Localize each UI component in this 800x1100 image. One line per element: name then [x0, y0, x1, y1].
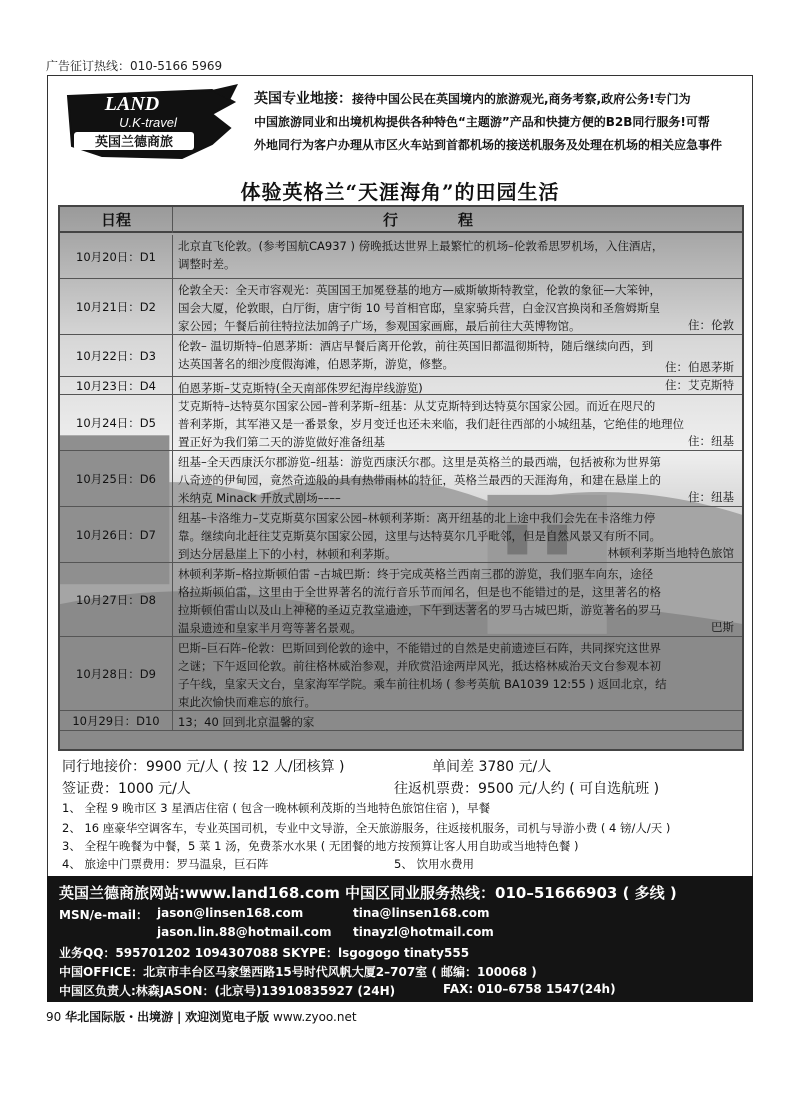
section-name: 华北国际版・出境游 — [65, 1010, 174, 1024]
china-office: 中国OFFICE：北京市丰台区马家堡西路15号时代风帆大厦2–707室 ( 邮编：100068 ) — [59, 965, 537, 979]
airfare: 往返机票费：9500 元/人约 ( 可自选航班 ) — [394, 781, 660, 797]
itinerary-table — [58, 205, 744, 751]
stay-location: 住：伦敦 — [688, 318, 734, 332]
separator: | — [176, 1010, 182, 1024]
include-item: 4、 旅途中门票费用：罗马温泉，巨石阵 — [62, 857, 269, 871]
desc-line: 温泉遗迹和皇家半月弯等著名景观。 — [178, 621, 362, 635]
desc-line: 米纳克 Minack 开放式剧场–––– — [178, 491, 341, 505]
itinerary-desc — [178, 397, 736, 451]
itinerary-row — [60, 235, 742, 279]
desc-line: 八奇迹的伊甸园，竟然奇迹般的具有热带雨林的特征，英格兰最西的天涯海角，和建在悬崖上的 — [178, 473, 661, 487]
desc-line: 伦敦– 温切斯特–伯恩茅斯：酒店早餐后离开伦敦，前往英国旧都温彻斯特，随后继续向西，到 — [178, 339, 654, 353]
qq-skype: 业务QQ：595701202 1094307088 SKYPE：lsgogogo tinaty555 — [59, 946, 470, 960]
header-intro — [254, 88, 746, 157]
stay-location: 住：艾克斯特 — [665, 378, 734, 392]
day-cell: 10月21日：D2 — [60, 279, 173, 334]
itinerary-row — [60, 377, 742, 395]
page-number: 90 — [46, 1010, 62, 1024]
day-cell: 10月28日：D9 — [60, 637, 173, 710]
stay-location: 林顿利茅斯当地特色旅馆 — [607, 546, 734, 560]
desc-line: 靠。继续向北赶往艾克斯莫尔国家公园，这里与达特莫尔几乎毗邻，但是自然风景又有所不同。 — [178, 529, 661, 543]
footer-url[interactable]: www.zyoo.net — [273, 1010, 357, 1024]
page-footer — [46, 1008, 357, 1025]
email-link[interactable]: jason@linsen168.com — [157, 906, 304, 920]
itinerary-desc — [178, 337, 736, 373]
email-link[interactable]: tinayzl@hotmail.com — [353, 925, 494, 939]
itinerary-row — [60, 279, 742, 335]
day-cell: 10月26日：D7 — [60, 507, 173, 562]
desc-line: 束此次愉快而难忘的旅行。 — [178, 695, 316, 709]
group-price: 同行地接价：9900 元/人 ( 按 12 人/团核算 ) — [62, 759, 345, 775]
header-line1: 接待中国公民在英国境内的旅游观光,商务考察,政府公务!专门为 — [352, 92, 691, 106]
ad-hotline: 广告征订热线：010-5166 5969 — [46, 59, 223, 73]
desc-line: 13；40 回到北京温馨的家 — [178, 715, 315, 729]
desc-line: 巴斯–巨石阵–伦敦：巴斯回到伦敦的途中，不能错过的自然是史前遗迹巨石阵，共同探究这世界 — [178, 641, 661, 655]
table-header — [60, 207, 742, 233]
desc-line: 伦敦全天：全天市容观光：英国国王加冕登基的地方—威斯敏斯特教堂，伦敦的象征—大笨钟， — [178, 283, 661, 297]
contact-footer — [47, 876, 753, 1002]
stay-location: 住：纽基 — [688, 490, 734, 504]
itinerary-row — [60, 711, 742, 731]
itinerary-row — [60, 395, 742, 451]
footer-note: 欢迎浏览电子版 — [185, 1010, 270, 1024]
itinerary-row — [60, 507, 742, 563]
itinerary-row — [60, 637, 742, 711]
desc-line: 艾克斯特–达特莫尔国家公园–普利茅斯–纽基：从艾克斯特到达特莫尔国家公园。而近在咫尺的 — [178, 399, 656, 413]
itinerary-desc — [178, 237, 736, 273]
desc-line: 国会大厦，伦敦眼，白厅街，唐宁街 10 号首相官邸，皇家骑兵营，白金汉宫换岗和圣詹姆斯皇 — [178, 301, 660, 315]
col-itin-header: 行程 — [382, 211, 533, 229]
itinerary-row — [60, 563, 742, 637]
desc-line: 到达分居悬崖上下的小村，林顿和利茅斯。 — [178, 547, 397, 561]
visa-fee: 签证费：1000 元/人 — [62, 781, 191, 797]
include-item: 2、 16 座豪华空调客车，专业英国司机，专业中文导游，全天旅游服务，往返接机服务，司机与导游小费 ( 4 镑/人/天 ) — [62, 821, 671, 835]
msn-label: MSN/e-mail： — [59, 908, 148, 922]
email-link[interactable]: tina@linsen168.com — [353, 906, 490, 920]
header-line3: 外地同行为客户办理从市区火车站到首都机场的接送机服务及处理在机场的相关应急事件 — [254, 138, 723, 152]
include-item: 3、 全程午晚餐为中餐，5 菜 1 汤，免费茶水水果 ( 无团餐的地方按预算让客人用自助或当地特色餐 ) — [62, 839, 579, 853]
day-cell: 10月27日：D8 — [60, 563, 173, 636]
header-brand: 英国专业地接： — [254, 91, 352, 107]
desc-line: 纽基–全天西康沃尔郡游览–纽基：游览西康沃尔郡。这里是英格兰的最西端，包括被称为世界第 — [178, 455, 661, 469]
day-cell: 10月20日：D1 — [60, 235, 173, 278]
itinerary-row — [60, 451, 742, 507]
itinerary-desc — [178, 713, 736, 731]
manager-contact: 中国区负责人:林森JASON：(北京号)13910835927 (24H) — [59, 984, 396, 998]
desc-line: 林顿利茅斯–格拉斯顿伯雷 –古城巴斯：终于完成英格兰西南三郡的游览，我们驱车向东，途径 — [178, 567, 654, 581]
day-cell: 10月23日：D4 — [60, 377, 173, 394]
day-cell: 10月29日：D10 — [60, 711, 173, 730]
desc-line: 家公园；午餐后前往特拉法加鸽子广场，参观国家画廊，最后前往大英博物馆。 — [178, 319, 581, 333]
desc-line: 普利茅斯，其军港又是一番景象，岁月变迁也还未来临，我们赶往西部的小城纽基，它绝佳的地理位 — [178, 417, 684, 431]
itinerary-row — [60, 335, 742, 377]
logo-sub: U.K-travel — [119, 115, 177, 130]
col-day-header: 日程 — [60, 207, 173, 233]
stay-location: 住：伯恩茅斯 — [665, 360, 734, 374]
header-line2: 中国旅游同业和出境机构提供各种特色“主题游”产品和快捷方便的B2B同行服务!可帮 — [254, 115, 710, 129]
desc-line: 格拉斯顿伯雷，这里由于全世界著名的流行音乐节而闻名，但是也不能错过的是，这里著名的格 — [178, 585, 661, 599]
desc-line: 之谜；下午返回伦敦。前往格林威治参观，并欣赏沿途两岸风光，抵达格林威治天文台参观本初 — [178, 659, 661, 673]
land-logo — [62, 84, 242, 162]
fax: FAX: 010–6758 1547(24h) — [443, 982, 616, 996]
email-link[interactable]: jason.lin.88@hotmail.com — [157, 925, 332, 939]
desc-line: 置正好为我们第二天的游览做好准备纽基 — [178, 435, 385, 449]
logo-land: LAND — [104, 93, 160, 115]
itinerary-desc — [178, 639, 736, 711]
stay-location: 巴斯 — [711, 620, 734, 634]
day-cell: 10月24日：D5 — [60, 395, 173, 450]
itinerary-desc — [178, 565, 736, 637]
include-item: 1、 全程 9 晚市区 3 星酒店住宿 ( 包含一晚林顿利茂斯的当地特色旅馆住宿 )，早餐 — [62, 801, 491, 815]
desc-line: 调整时差。 — [178, 257, 236, 271]
include-item: 5、 饮用水费用 — [394, 857, 474, 871]
website-hotline[interactable]: 英国兰德商旅网站:www.land168.com 中国区同业服务热线：010–51666903 ( 多线 ) — [59, 884, 677, 902]
stay-location: 住：纽基 — [688, 434, 734, 448]
desc-line: 子午线，皇家天文台，皇家海军学院。乘车前往机场 ( 参考英航 BA1039 12:55 ) 返回北京，结 — [178, 677, 667, 691]
day-cell: 10月25日：D6 — [60, 451, 173, 506]
desc-line: 达英国著名的细沙度假海滩，伯恩茅斯，游览，修整。 — [178, 357, 454, 371]
itinerary-desc — [178, 453, 736, 507]
desc-line: 纽基–卡洛维力–艾克斯莫尔国家公园–林顿利茅斯：离开纽基的北上途中我们会先在卡洛维力停 — [178, 511, 656, 525]
desc-line: 北京直飞伦敦。(参考国航CA937 ) 傍晚抵达世界上最繁忙的机场–伦敦希思罗机场，入住酒店， — [178, 239, 664, 253]
desc-line: 拉斯顿伯雷山以及山上神秘的圣迈克教堂遗迹，下午到达著名的罗马古城巴斯，游览著名的罗马 — [178, 603, 661, 617]
page-title: 体验英格兰“天涯海角”的田园生活 — [240, 180, 560, 204]
day-cell: 10月22日：D3 — [60, 335, 173, 376]
itinerary-desc — [178, 281, 736, 335]
single-supplement: 单间差 3780 元/人 — [432, 759, 552, 775]
desc-line: 伯恩茅斯–艾克斯特(全天南部侏罗纪海岸线游览) — [178, 381, 423, 395]
logo-cn: 英国兰德商旅 — [94, 135, 174, 150]
